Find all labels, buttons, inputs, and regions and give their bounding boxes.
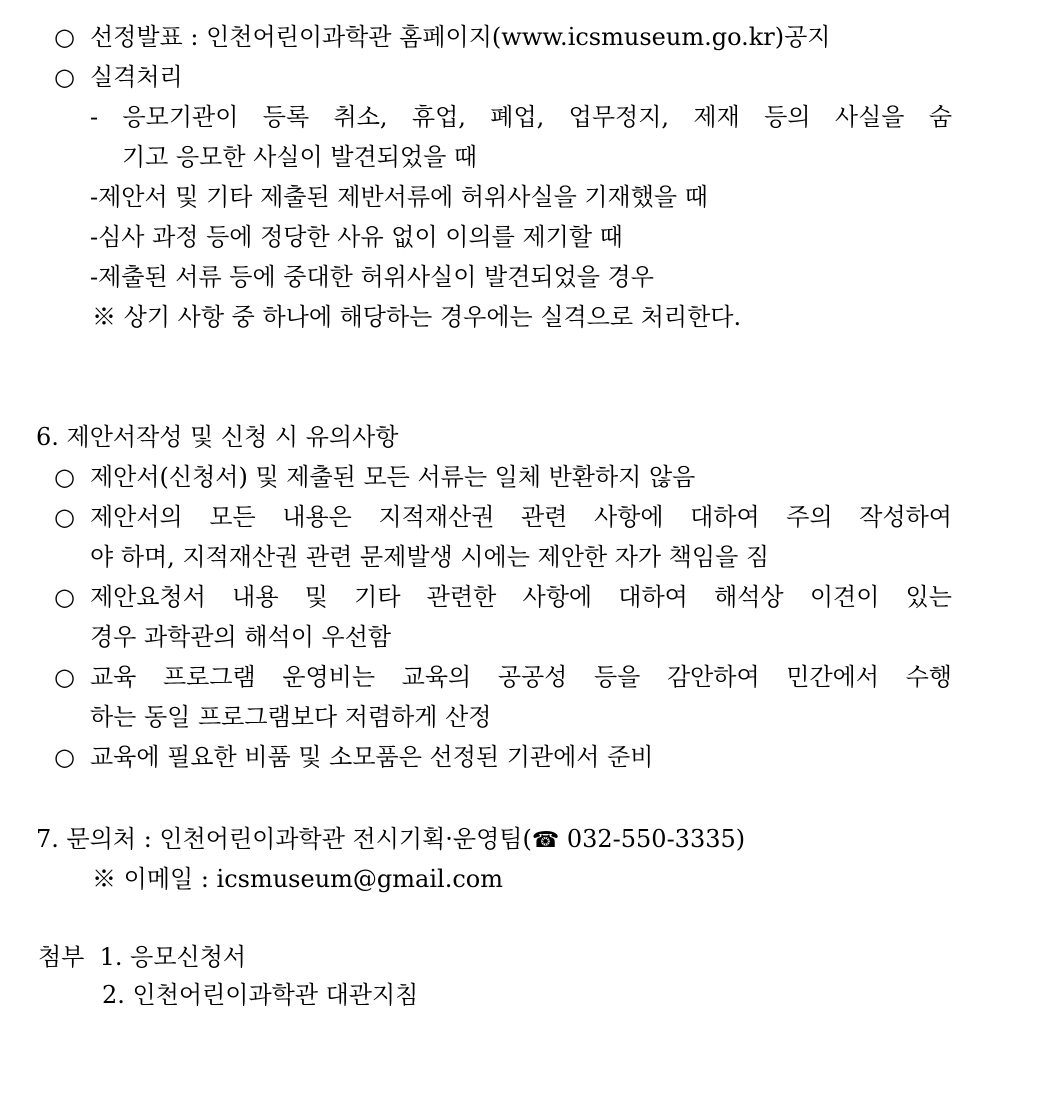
disqualification-item: -제안서 및 기타 제출된 제반서류에 허위사실을 기재했을 때 <box>90 183 708 211</box>
selection-announcement <box>54 20 830 54</box>
contact-email <box>92 862 503 896</box>
bullet-circle: ○ <box>54 463 75 491</box>
attachment-item: 2. 인천어린이과학관 대관지침 <box>102 981 419 1009</box>
section-6-item <box>54 660 952 694</box>
section-6-item-text: 교육에 필요한 비품 및 소모품은 선정된 기관에서 준비 <box>90 743 654 771</box>
bullet-circle: ○ <box>54 743 75 771</box>
section-6-item <box>54 740 653 774</box>
section-6-heading: 6. 제안서작성 및 신청 시 유의사항 <box>36 423 399 451</box>
note-mark: ※ <box>92 865 116 893</box>
attachments <box>38 940 246 974</box>
disqualification-item: -심사 과정 등에 정당한 사유 없이 이의를 제기할 때 <box>90 223 623 251</box>
bullet-circle: ○ <box>54 503 75 531</box>
attachments-label: 첨부 <box>38 943 85 971</box>
section-7-heading <box>36 822 745 858</box>
section-6-item-text: 제안요청서 내용 및 기타 관련한 사항에 대하여 해석상 이견이 있는 <box>90 583 952 611</box>
disqualification-heading <box>54 60 183 94</box>
section-6-item-text: 제안서의 모든 내용은 지적재산권 관련 사항에 대하여 주의 작성하여 <box>90 503 952 531</box>
bullet-circle: ○ <box>54 663 75 691</box>
contact-phone: 032-550-3335) <box>559 825 746 853</box>
bullet-circle: ○ <box>54 63 75 91</box>
contact-prefix: 7. 문의처 : 인천어린이과학관 전시기획·운영팀( <box>36 825 532 853</box>
phone-icon: ☎ <box>531 828 560 853</box>
section-6-item-continuation: 하는 동일 프로그램보다 저렴하게 산정 <box>90 703 492 731</box>
section-6-item <box>54 500 952 534</box>
note-mark: ※ <box>92 303 116 331</box>
section-6-item <box>54 580 952 614</box>
disqualification-item: - 응모기관이 등록 취소, 휴업, 폐업, 업무정지, 제재 등의 사실을 숨 <box>90 103 952 131</box>
disqualification-note <box>92 300 741 334</box>
disqualification-item-continuation: 기고 응모한 사실이 발견되었을 때 <box>122 143 478 171</box>
contact-email-text: 이메일 : icsmuseum@gmail.com <box>123 865 503 893</box>
section-6-item-continuation: 야 하며, 지적재산권 관련 문제발생 시에는 제안한 자가 책임을 짐 <box>90 543 770 571</box>
section-6-item-text: 제안서(신청서) 및 제출된 모든 서류는 일체 반환하지 않음 <box>90 463 696 491</box>
attachment-item: 1. 응모신청서 <box>99 943 247 971</box>
section-6-item <box>54 460 695 494</box>
disqualification-heading-text: 실격처리 <box>90 63 183 91</box>
disqualification-note-text: 상기 사항 중 하나에 해당하는 경우에는 실격으로 처리한다. <box>123 303 742 331</box>
section-6-item-continuation: 경우 과학관의 해석이 우선함 <box>90 623 392 651</box>
selection-text: 선정발표 : 인천어린이과학관 홈페이지(www.icsmuseum.go.kr)공지 <box>90 23 831 51</box>
bullet-circle: ○ <box>54 583 75 611</box>
bullet-circle: ○ <box>54 23 75 51</box>
section-6-item-text: 교육 프로그램 운영비는 교육의 공공성 등을 감안하여 민간에서 수행 <box>90 663 952 691</box>
disqualification-item: -제출된 서류 등에 중대한 허위사실이 발견되었을 경우 <box>90 263 654 291</box>
